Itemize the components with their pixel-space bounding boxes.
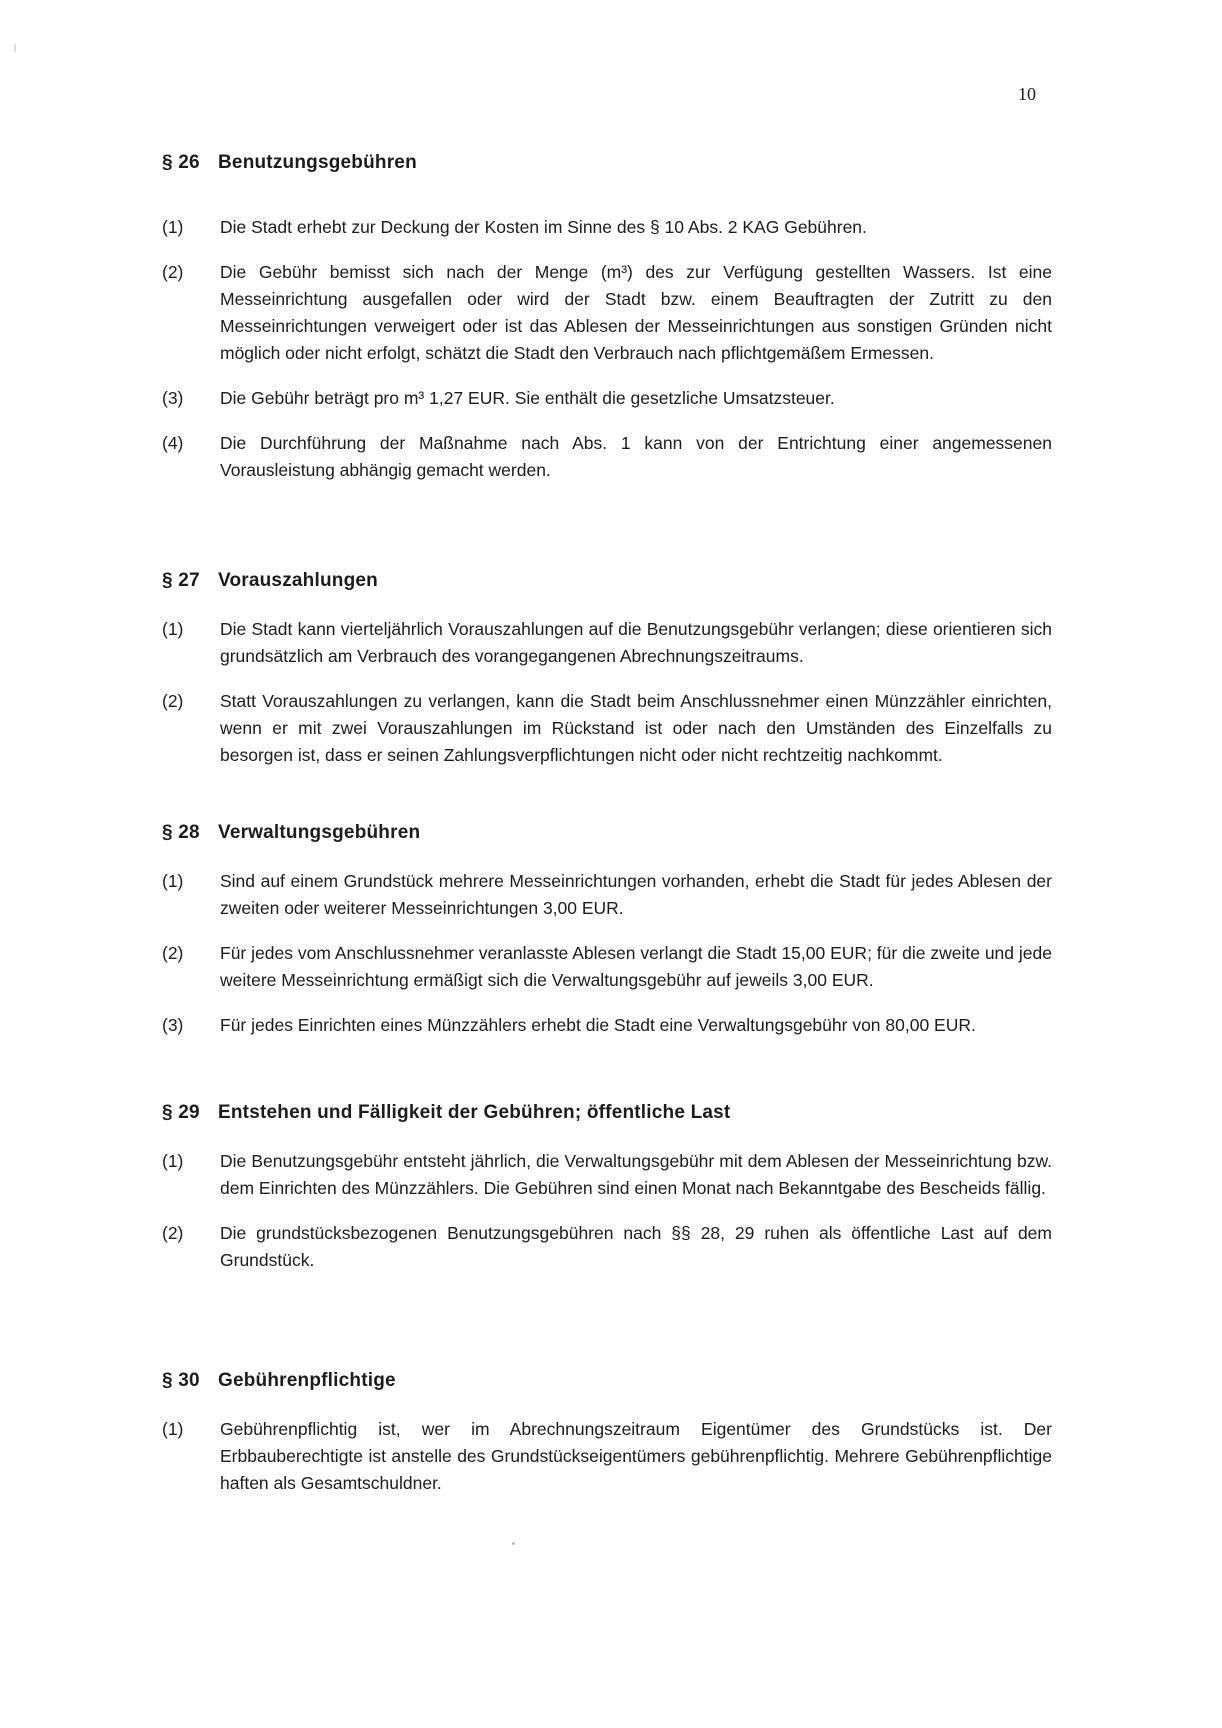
- paragraph-number: (3): [162, 1015, 184, 1035]
- paragraph: [162, 688, 1052, 769]
- section-heading: [162, 150, 1052, 176]
- paragraph-text: Sind auf einem Grundstück mehrere Messeinrichtungen vorhanden, erhebt die Stadt für jedes Ablesen der zweiten oder weiterer Messeinrichtungen 3,00 EUR.: [220, 871, 1052, 918]
- paragraph-text: Für jedes vom Anschlussnehmer veranlasste Ablesen verlangt die Stadt 15,00 EUR; für die zweite und jede weitere Messeinrichtung ermäßigt sich die Verwaltungsgebühr auf jeweils 3,00 EUR.: [220, 943, 1052, 990]
- paragraph-text: Die Durchführung der Maßnahme nach Abs. 1 kann von der Entrichtung einer angemessenen Vorausleistung abhängig gemacht werden.: [220, 433, 1052, 480]
- section-title: Vorauszahlungen: [218, 570, 378, 591]
- section-28: [162, 820, 1052, 1057]
- paragraph: [162, 385, 1052, 412]
- section-title: Gebührenpflichtige: [218, 1370, 396, 1391]
- section-number: § 30: [162, 1370, 200, 1391]
- section-title: Benutzungsgebühren: [218, 152, 417, 173]
- paragraph: [162, 1416, 1052, 1497]
- section-number: § 29: [162, 1102, 200, 1123]
- paragraph-number: (1): [162, 1151, 184, 1171]
- section-30: [162, 1368, 1052, 1515]
- paragraph-text: Die Gebühr beträgt pro m³ 1,27 EUR. Sie enthält die gesetzliche Umsatzsteuer.: [220, 388, 835, 408]
- paragraph: [162, 868, 1052, 922]
- paragraph: [162, 616, 1052, 670]
- paragraph-text: Die Benutzungsgebühr entsteht jährlich, die Verwaltungsgebühr mit dem Ablesen der Messeinrichtung bzw. dem Einrichten des Münzzählers. Die Gebühren sind einen Monat nach Bekanntgabe des Bescheids fällig.: [220, 1151, 1052, 1198]
- paragraph-number: (2): [162, 1223, 184, 1243]
- paragraph-number: (4): [162, 433, 184, 453]
- paragraph-number: (2): [162, 262, 184, 282]
- paragraph-number: (1): [162, 871, 184, 891]
- paragraph-text: Die Stadt erhebt zur Deckung der Kosten im Sinne des § 10 Abs. 2 KAG Gebühren.: [220, 217, 867, 237]
- section-heading: [162, 568, 1052, 594]
- section-number: § 27: [162, 570, 200, 591]
- paragraph-text: Statt Vorauszahlungen zu verlangen, kann die Stadt beim Anschlussnehmer einen Münzzähler einrichten, wenn er mit zwei Vorauszahlungen im Rückstand ist oder nach den Umständen des Einzelfalls zu besorgen ist, dass er seinen Zahlungsverpflichtungen nicht oder nicht rechtzeitig nachkommt.: [220, 691, 1052, 765]
- paragraph-number: (1): [162, 619, 184, 639]
- paragraph-number: (3): [162, 388, 184, 408]
- section-heading: [162, 820, 1052, 846]
- paragraph: [162, 1148, 1052, 1202]
- paragraph-number: (2): [162, 943, 184, 963]
- section-title: Verwaltungsgebühren: [218, 822, 421, 843]
- section-heading: [162, 1100, 1052, 1126]
- scan-speck: [14, 44, 16, 52]
- paragraph-number: (1): [162, 217, 184, 237]
- paragraph-text: Die grundstücksbezogenen Benutzungsgebühren nach §§ 28, 29 ruhen als öffentliche Last auf dem Grundstück.: [220, 1223, 1052, 1270]
- paragraph-text: Die Stadt kann vierteljährlich Vorauszahlungen auf die Benutzungsgebühr verlangen; diese orientieren sich grundsätzlich am Verbrauch des vorangegangenen Abrechnungszeitraums.: [220, 619, 1052, 666]
- paragraph: [162, 259, 1052, 367]
- section-number: § 26: [162, 152, 200, 173]
- paragraph: [162, 940, 1052, 994]
- section-title: Entstehen und Fälligkeit der Gebühren; öffentliche Last: [218, 1102, 731, 1123]
- section-27: [162, 568, 1052, 787]
- section-29: [162, 1100, 1052, 1292]
- section-26: [162, 150, 1052, 502]
- scan-speck: [512, 1542, 515, 1545]
- paragraph-text: Für jedes Einrichten eines Münzzählers erhebt die Stadt eine Verwaltungsgebühr von 80,00 EUR.: [220, 1015, 976, 1035]
- paragraph: [162, 214, 1052, 241]
- paragraph: [162, 1012, 1052, 1039]
- page-number: 10: [1018, 84, 1036, 104]
- section-number: § 28: [162, 822, 200, 843]
- paragraph-number: (2): [162, 691, 184, 711]
- section-heading: [162, 1368, 1052, 1394]
- paragraph-number: (1): [162, 1419, 184, 1439]
- paragraph-text: Die Gebühr bemisst sich nach der Menge (m³) des zur Verfügung gestellten Wassers. Ist eine Messeinrichtung ausgefallen oder wird der Stadt bzw. einem Beauftragten der Zutritt zu den Messeinrichtungen verweigert oder ist das Ablesen der Messeinrichtungen aus sonstigen Gründen nicht möglich oder nicht erfolgt, schätzt die Stadt den Verbrauch nach pflichtgemäßem Ermessen.: [220, 262, 1052, 363]
- paragraph: [162, 430, 1052, 484]
- paragraph: [162, 1220, 1052, 1274]
- paragraph-text: Gebührenpflichtig ist, wer im Abrechnungszeitraum Eigentümer des Grundstücks ist. Der Erbbauberechtigte ist anstelle des Grundstückseigentümers gebührenpflichtig. Mehrere Gebührenpflichtige haften als Gesamtschuldner.: [220, 1419, 1052, 1493]
